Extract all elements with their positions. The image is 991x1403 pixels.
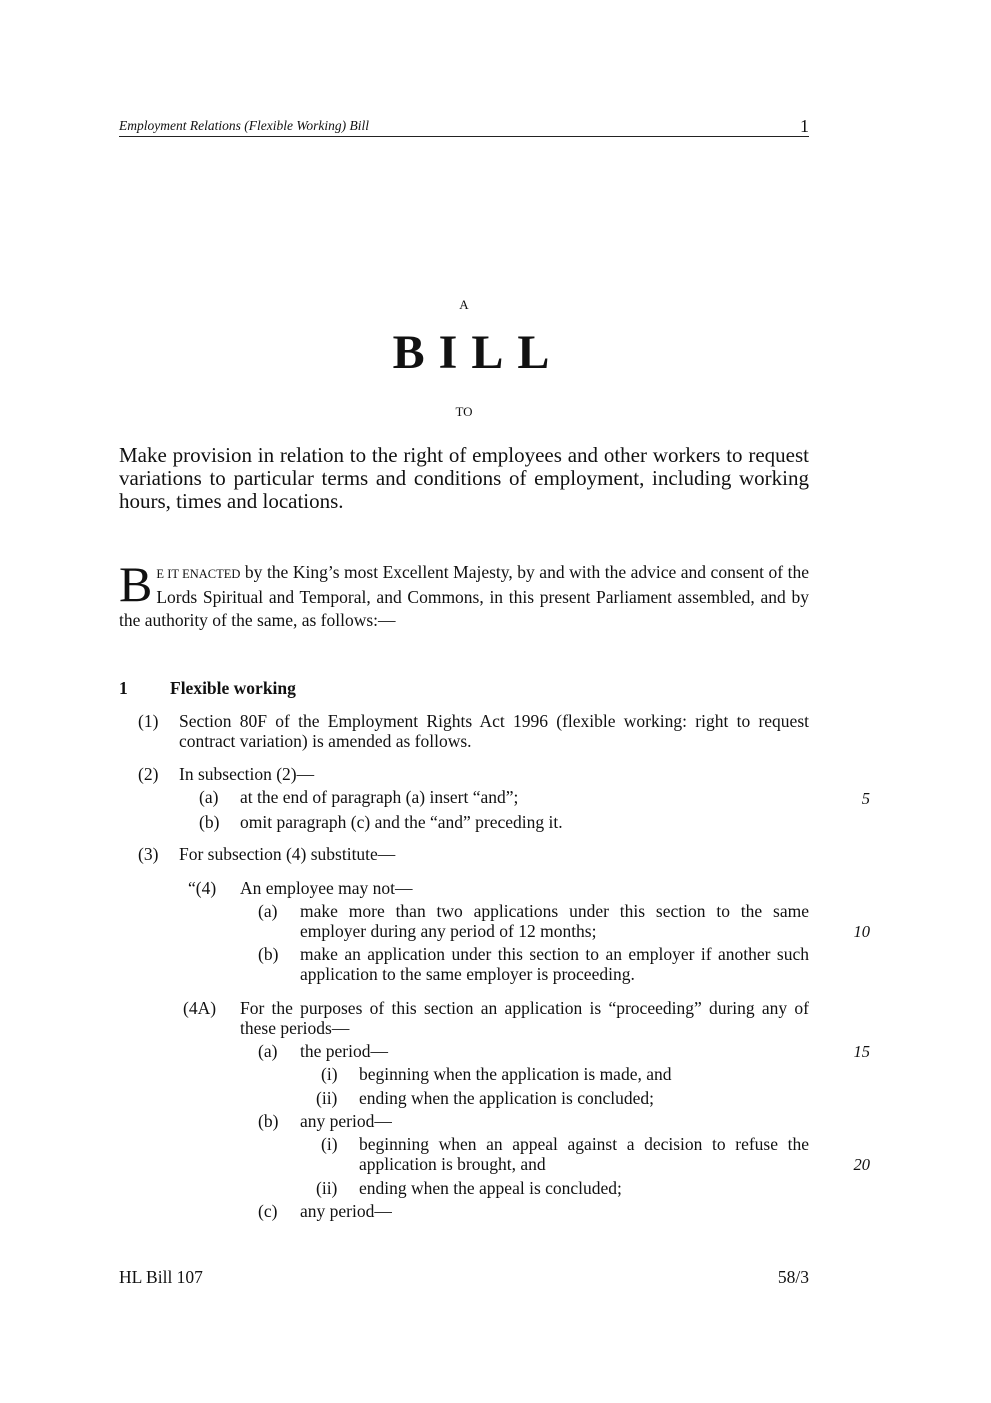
paragraph-text: make more than two applications under this section to the same employer during any period of 12 months;	[300, 901, 809, 941]
to-label: TO	[455, 404, 473, 419]
subsection-text: In subsection (2)—	[179, 764, 315, 784]
subsection-number: (2)	[138, 764, 159, 784]
subparagraph-text: ending when the application is concluded;	[359, 1088, 654, 1108]
print-reference: 58/3	[777, 1267, 809, 1287]
line-number: 5	[861, 789, 870, 808]
paragraph-text: any period—	[300, 1111, 392, 1131]
bill-title: BILL	[392, 326, 564, 379]
paragraph-number: (b)	[258, 944, 279, 964]
subparagraph-number: (ii)	[316, 1088, 338, 1108]
subparagraph-number: (i)	[321, 1134, 338, 1154]
paragraph-number: (b)	[199, 812, 220, 832]
paragraph-number: (a)	[199, 787, 219, 807]
line-number: 20	[853, 1155, 870, 1174]
subparagraph-text: ending when the appeal is concluded;	[359, 1178, 622, 1198]
line-number: 10	[853, 922, 870, 941]
subsection-text: Section 80F of the Employment Rights Act 1996 (flexible working: right to request contract variation) is amended as follows.	[179, 711, 809, 751]
paragraph-text: omit paragraph (c) and the “and” preceding it.	[240, 812, 563, 832]
subsection-number: (1)	[138, 711, 159, 731]
paragraph-number: (b)	[258, 1111, 279, 1131]
subsection-number: (3)	[138, 844, 159, 864]
drop-cap: B	[119, 556, 153, 612]
paragraph-number: (a)	[258, 1041, 278, 1061]
page-number: 1	[800, 116, 809, 136]
inserted-subsection-text: An employee may not—	[240, 878, 413, 898]
inserted-subsection-text: For the purposes of this section an application is “proceeding” during any of these periods—	[240, 998, 809, 1038]
running-title: Employment Relations (Flexible Working) Bill	[119, 118, 369, 133]
enacting-small-caps: E IT ENACTED	[156, 567, 241, 581]
subparagraph-text: beginning when the application is made, and	[359, 1064, 672, 1084]
bill-reference: HL Bill 107	[119, 1267, 203, 1287]
enacting-text: by the King’s most Excellent Majesty, by and with the advice and consent of the Lords Spiritual and Temporal, and Commons, in this present Parliament assembled, and by the authority of the same, as follows:—	[119, 562, 809, 630]
section-heading: Flexible working	[170, 678, 296, 698]
paragraph-text: make an application under this section to an employer if another such application to the same employer is proceeding.	[300, 944, 809, 984]
enacting-formula	[119, 556, 809, 632]
inserted-subsection-number: “(4)	[188, 878, 217, 898]
long-title: Make provision in relation to the right of employees and other workers to request variations to particular terms and conditions of employment, including working hours, times and locations.	[119, 443, 809, 513]
paragraph-text: at the end of paragraph (a) insert “and”;	[240, 787, 519, 807]
subparagraph-number: (ii)	[316, 1178, 338, 1198]
line-number: 15	[853, 1042, 870, 1061]
subsection-text: For subsection (4) substitute—	[179, 844, 396, 864]
inserted-subsection-number: (4A)	[183, 998, 217, 1018]
running-header	[119, 116, 809, 137]
paragraph-text: any period—	[300, 1201, 392, 1221]
subparagraph-text: beginning when an appeal against a decision to refuse the application is brought, and	[359, 1134, 809, 1174]
paragraph-text: the period—	[300, 1041, 388, 1061]
section-number: 1	[119, 678, 128, 698]
paragraph-number: (c)	[258, 1201, 278, 1221]
paragraph-number: (a)	[258, 901, 278, 921]
a-label: A	[459, 297, 469, 312]
subparagraph-number: (i)	[321, 1064, 338, 1084]
